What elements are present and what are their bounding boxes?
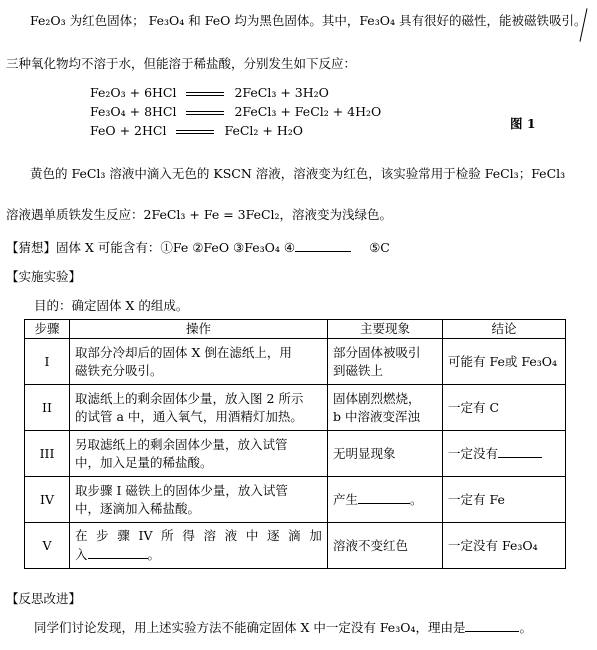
table-row — [25, 431, 566, 477]
operation-char: 在 — [75, 528, 88, 543]
reaction-1-left: Fe₂O₃ + 6HCl — [90, 85, 177, 100]
reflect-heading: 【反思改进】 — [6, 591, 82, 606]
operation-line: 中，加入足量的稀盐酸。 — [75, 454, 213, 470]
equals-sign — [170, 121, 220, 140]
goal-text: 目的：确定固体 X 的组成。 — [34, 298, 189, 313]
answer-blank-guess[interactable] — [295, 238, 351, 252]
step-number: V — [25, 523, 70, 569]
table-header-row — [25, 320, 566, 339]
operation-cell — [70, 339, 328, 385]
equals-sign — [180, 83, 230, 102]
phenomenon-cell: 溶液不变红色 — [328, 523, 443, 569]
operation-char: 得 — [182, 528, 195, 543]
phenomenon-line: 部分固体被吸引 — [333, 344, 421, 360]
operation-line: 磁铁充分吸引。 — [75, 362, 163, 378]
header-operation: 操作 — [70, 320, 328, 339]
operation-char: 步 — [96, 528, 109, 543]
operation-line: 的试管 a 中，通入氧气，用酒精灯加热。 — [75, 408, 303, 424]
operation-char: 逐 — [267, 528, 280, 543]
guess-heading: 【猜想】 — [6, 240, 57, 255]
phenomenon-cell — [328, 477, 443, 523]
step-number: IV — [25, 477, 70, 523]
operation-char: 加 — [309, 528, 322, 543]
phenomenon-end: 。 — [410, 492, 423, 507]
operation-char: 液 — [224, 528, 238, 543]
reaction-1 — [90, 83, 381, 102]
operation-char: 滴 — [288, 528, 301, 543]
step-number: III — [25, 431, 70, 477]
operation-char: 所 — [161, 528, 174, 543]
operation-line — [75, 527, 322, 545]
reaction-3-left: FeO + 2HCl — [90, 123, 167, 138]
step-number: I — [25, 339, 70, 385]
reaction-equations — [90, 83, 381, 140]
operation-cell — [70, 477, 328, 523]
table-row — [25, 339, 566, 385]
phenomenon-cell — [328, 385, 443, 431]
phenomenon-line: 到磁铁上 — [333, 362, 384, 378]
operation-line: 另取滤纸上的剩余固体少量，放入试管 — [75, 436, 288, 452]
experiment-table — [24, 319, 566, 569]
para-line-2: 溶液遇单质铁发生反应：2FeCl₃ + Fe = 3FeCl₂，溶液变为浅绿色。 — [6, 207, 393, 222]
implement-heading: 【实施实验】 — [6, 269, 82, 284]
reaction-2 — [90, 102, 381, 121]
para-line-1: 黄色的 FeCl₃ 溶液中滴入无色的 KSCN 溶液，溶液变为红色，该实验常用于检验 FeCl₃；FeCl₃ — [30, 166, 566, 181]
operation-char: IV — [138, 528, 153, 543]
operation-line: 取滤纸上的剩余固体少量，放入图 2 所示 — [75, 390, 304, 406]
conclusion-cell — [443, 431, 566, 477]
step-number: II — [25, 385, 70, 431]
table-row — [25, 477, 566, 523]
conclusion-cell: 一定没有 Fe₃O₄ — [443, 523, 566, 569]
header-step: 步骤 — [25, 320, 70, 339]
conclusion-cell: 一定有 Fe — [443, 477, 566, 523]
phenomenon-cell — [328, 339, 443, 385]
reflect-line — [34, 618, 532, 636]
header-phenomenon: 主要现象 — [328, 320, 443, 339]
header-conclusion: 结论 — [443, 320, 566, 339]
reaction-1-right: 2FeCl₃ + 3H₂O — [234, 85, 329, 100]
operation-text: 入 — [75, 547, 88, 562]
table-row — [25, 385, 566, 431]
intro-line-2: 三种氧化物均不溶于水，但能溶于稀盐酸，分别发生如下反应： — [6, 56, 357, 71]
conclusion-text: 一定没有 — [448, 446, 499, 461]
operation-cell — [70, 431, 328, 477]
figure-label: 图 1 — [510, 116, 536, 131]
operation-char: 溶 — [203, 528, 216, 543]
reaction-2-left: Fe₃O₄ + 8HCl — [90, 104, 177, 119]
operation-cell — [70, 385, 328, 431]
operation-char: 中 — [245, 528, 259, 543]
answer-blank-step-4[interactable] — [358, 490, 410, 504]
guess-line — [6, 238, 390, 256]
reflect-text: 同学们讨论发现，用上述实验方法不能确定固体 X 中一定没有 Fe₃O₄，理由是 — [34, 620, 466, 635]
answer-blank-reason[interactable] — [465, 618, 519, 632]
operation-line: 取步骤 I 磁铁上的固体少量，放入试管 — [75, 482, 288, 498]
reaction-3-right: FeCl₂ + H₂O — [224, 123, 303, 138]
operation-line: 中，逐滴加入稀盐酸。 — [75, 500, 201, 516]
conclusion-cell: 可能有 Fe或 Fe₃O₄ — [443, 339, 566, 385]
phenomenon-cell: 无明显现象 — [328, 431, 443, 477]
answer-blank-step-3[interactable] — [498, 444, 542, 458]
operation-line — [75, 545, 322, 564]
reaction-2-right: 2FeCl₃ + FeCl₂ + 4H₂O — [234, 104, 382, 119]
guess-option-5: ⑤C — [369, 240, 390, 255]
operation-line: 取部分冷却后的固体 X 倒在滤纸上，用 — [75, 344, 292, 360]
reaction-3 — [90, 121, 381, 140]
operation-end: 。 — [147, 547, 161, 562]
operation-cell — [70, 523, 328, 569]
operation-char: 骤 — [117, 528, 130, 543]
phenomenon-line: 固体剧烈燃烧， — [333, 390, 421, 406]
intro-line-1: Fe₂O₃ 为红色固体； Fe₃O₄ 和 FeO 均为黑色固体。其中，Fe₃O₄ 具有很好的磁性，能被磁铁吸引。 — [30, 13, 587, 28]
conclusion-cell: 一定有 C — [443, 385, 566, 431]
equals-sign — [180, 102, 230, 121]
phenomenon-text: 产生 — [333, 492, 359, 507]
table-row — [25, 523, 566, 569]
reflect-end: 。 — [519, 620, 532, 635]
guess-text: 固体 X 可能含有：①Fe ②FeO ③Fe₃O₄ ④ — [56, 240, 296, 255]
answer-blank-step-5[interactable] — [88, 545, 148, 559]
phenomenon-line: b 中溶液变浑浊 — [333, 408, 420, 424]
